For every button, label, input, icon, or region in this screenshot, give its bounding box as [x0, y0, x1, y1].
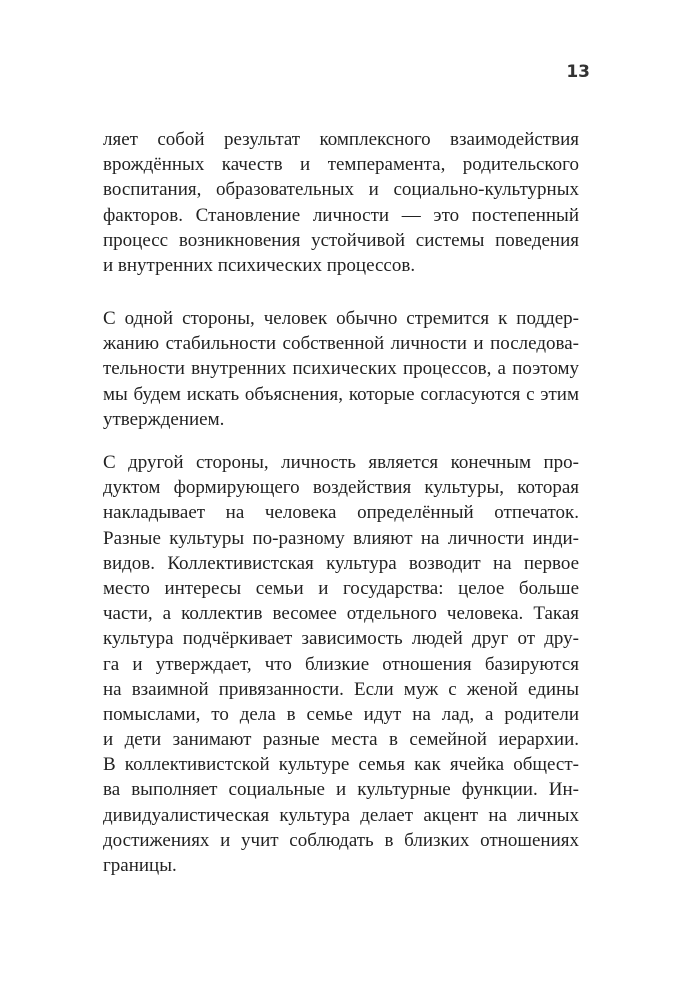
text-line: воспитания, образовательных и социально-культурных	[103, 179, 579, 201]
text-line: и внутренних психических процессов.	[103, 254, 416, 276]
paragraph-1	[103, 127, 579, 278]
paragraph-3	[103, 450, 579, 878]
text-line: дивидуалистическая культура делает акцент на личных	[103, 804, 579, 826]
text-line: факторов. Становление личности — это постепенный	[103, 204, 579, 226]
text-line: мы будем искать объяснения, которые согласуются с этим	[103, 383, 579, 405]
text-line: тельности внутренних психических процессов, а поэтому	[103, 358, 579, 380]
text-line: процесс возникновения устойчивой системы поведения	[103, 229, 579, 251]
text-line: утверждением.	[103, 408, 225, 430]
text-line: врождённых качеств и темперамента, родительского	[103, 154, 579, 176]
text-line: накладывает на человека определённый отпечаток.	[103, 502, 579, 524]
text-line: на взаимной привязанности. Если муж с женой едины	[103, 678, 579, 700]
text-line: видов. Коллективистская культура возводит на первое	[103, 552, 579, 574]
text-line: ляет собой результат комплексного взаимодействия	[103, 129, 579, 150]
text-line: С другой стороны, личность является конечным про-	[103, 452, 579, 473]
text-line: достижениях и учит соблюдать в близких отношениях	[103, 829, 579, 851]
text-line: и дети занимают разные места в семейной иерархии.	[103, 729, 579, 751]
text-line: место интересы семьи и государства: целое больше	[103, 577, 579, 599]
text-line: культура подчёркивает зависимость людей друг от дру-	[103, 628, 579, 650]
text-line: Разные культуры по-разному влияют на личности инди-	[103, 527, 579, 549]
paragraph-2	[103, 306, 579, 432]
text-line: га и утверждает, что близкие отношения базируются	[103, 653, 579, 675]
text-line: жанию стабильности собственной личности и последова-	[103, 333, 579, 355]
text-line: В коллективистской культуре семья как ячейка общест-	[103, 754, 579, 776]
text-line: части, а коллектив весомее отдельного человека. Такая	[103, 603, 579, 625]
text-line: дуктом формирующего воздействия культуры, которая	[103, 477, 579, 499]
text-line: границы.	[103, 855, 177, 876]
text-line: помыслами, то дела в семье идут на лад, а родители	[103, 703, 579, 725]
page-number: 13	[566, 62, 590, 82]
text-line: ва выполняет социальные и культурные функции. Ин-	[103, 779, 579, 801]
text-line: С одной стороны, человек обычно стремится к поддер-	[103, 308, 579, 329]
